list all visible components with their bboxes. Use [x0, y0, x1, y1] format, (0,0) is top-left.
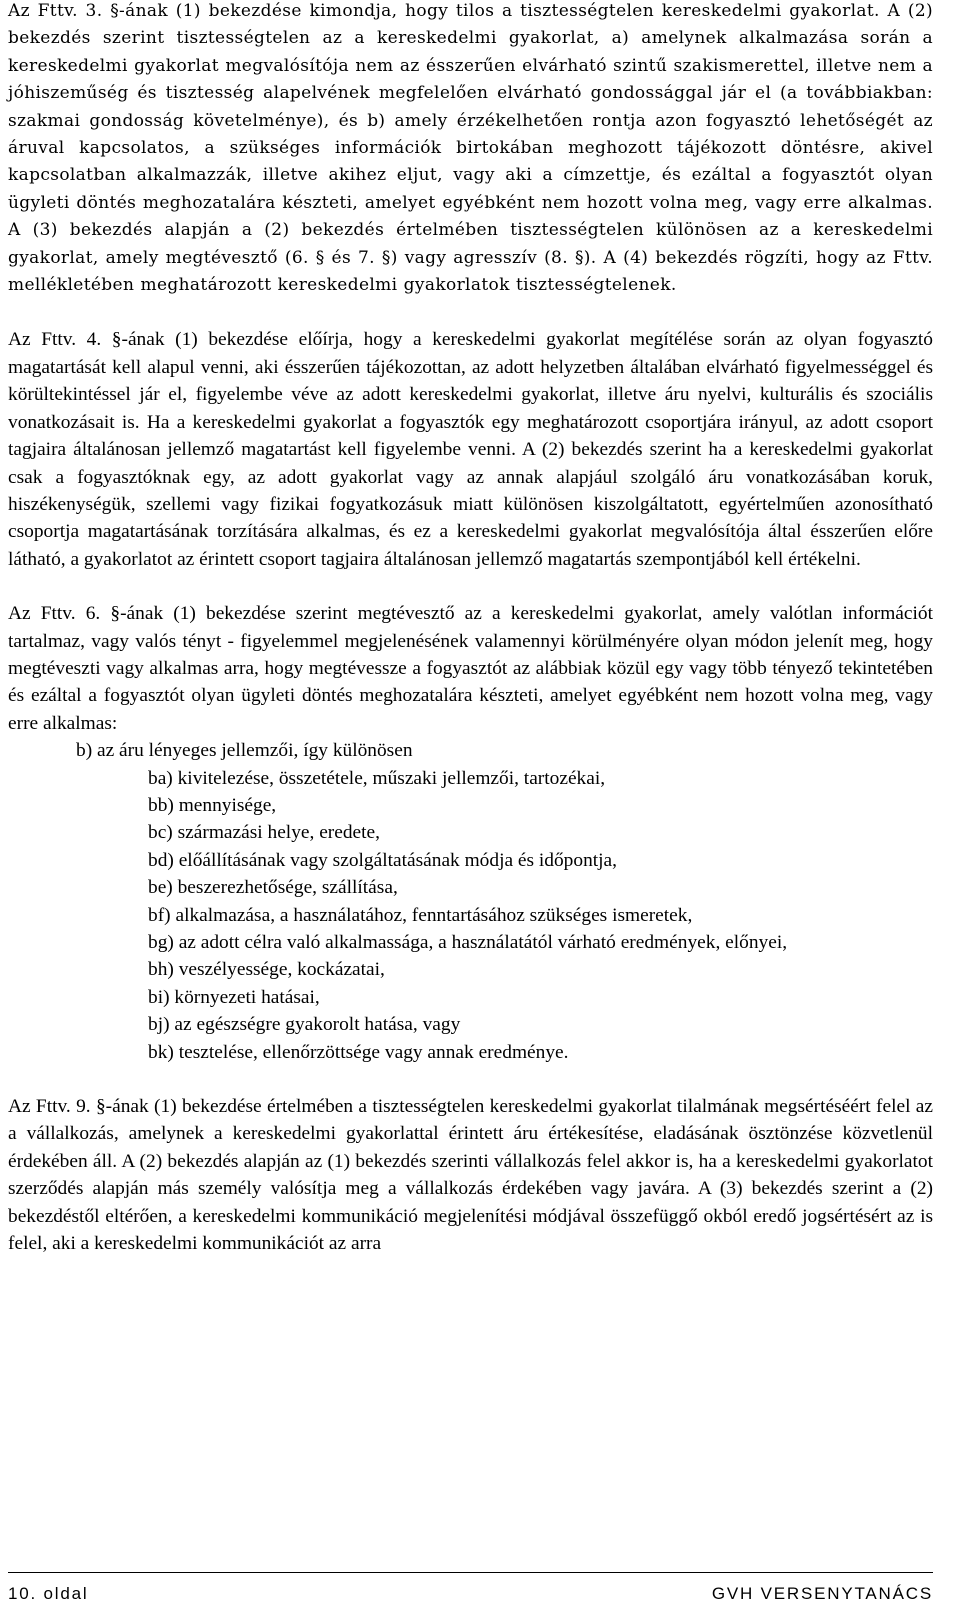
list-item-bb: bb) mennyisége,: [148, 794, 277, 816]
footer-divider: [8, 1572, 933, 1573]
list-item-bh: bh) veszélyessége, kockázatai,: [148, 959, 385, 981]
list-item-ba: ba) kivitelezése, összetétele, műszaki jellemzői, tartozékai,: [148, 767, 606, 789]
page-footer: [8, 1580, 933, 1604]
list-heading: b) az áru lényeges jellemzői, így különösen: [76, 740, 413, 762]
list-item-bj: bj) az egészségre gyakorolt hatása, vagy: [148, 1014, 461, 1036]
organization-name: GVH VERSENYTANÁCS: [711, 1584, 933, 1603]
list-item-be: be) beszerezhetősége, szállítása,: [148, 877, 398, 899]
paragraph-fttv-6: Az Fttv. 6. §-ának (1) bekezdése szerint megtévesztő az a kereskedelmi gyakorlat, amely valótlan információt tartalmaz, vagy valós tényt - figyelemmel megjelenésének valamennyi körülményére olyan módon jelenít meg, hogy megtéveszti vagy alkalmas arra, hogy megtévessze a fogyasztót az alábbiak közül egy vagy több tényező tekintetében és ezáltal a fogyasztót olyan ügyleti döntés meghozatalára készteti, amelyet egyébként nem hozott volna meg, vagy erre alkalmas:: [8, 603, 933, 734]
paragraph-fttv-3: Az Fttv. 3. §-ának (1) bekezdése kimondja, hogy tilos a tisztességtelen kereskedelmi gyakorlat. A (2) bekezdés szerint tisztességtelen az a kereskedelmi gyakorlat, a) amelynek alkalmazása során a kereskedelmi gyakorlat megvalósítója nem az ésszerűen elvárható szintű szakismerettel, illetve nem a jóhiszeműség és tisztesség alapelvének megfelelően elvárható gondossággal jár el (a továbbiakban: szakmai gondosság követelménye), és b) amely érzékelhetően rontja azon fogyasztó lehetőségét az áruval kapcsolatos, a szükséges információk birtokában meghozott tájékozott döntésre, akivel kapcsolatban alkalmazzák, illetve akihez eljut, vagy aki a címzettje, és ezáltal a fogyasztót olyan ügyleti döntés meghozatalára készteti, amelyet egyébként nem hozott volna meg, vagy erre alkalmas. A (3) bekezdés alapján a (2) bekezdés értelmében tisztességtelen különösen az a kereskedelmi gyakorlat, amely megtévesztő (6. § és 7. §) vagy agresszív (8. §). A (4) bekezdés rögzíti, hogy az Fttv. mellékletében meghatározott kereskedelmi gyakorlatok tisztességtelenek.: [8, 1, 933, 296]
list-item-bk: bk) tesztelése, ellenőrzöttsége vagy annak eredménye.: [148, 1041, 569, 1063]
characteristics-list: [8, 737, 933, 1066]
list-item-bg: bg) az adott célra való alkalmassága, a használatától várható eredmények, előnyei,: [148, 932, 788, 953]
list-item-bf: bf) alkalmazása, a használatához, fenntartásához szükséges ismeretek,: [148, 904, 693, 926]
document-body: [8, 0, 933, 1257]
list-item-bd: bd) előállításának vagy szolgáltatásának módja és időpontja,: [148, 849, 618, 871]
list-item-bi: bi) környezeti hatásai,: [148, 986, 320, 1008]
list-item-bc: bc) származási helye, eredete,: [148, 822, 381, 844]
page-number: 10. oldal: [8, 1584, 89, 1603]
paragraph-fttv-9: Az Fttv. 9. §-ának (1) bekezdése értelmében a tisztességtelen kereskedelmi gyakorlat tilalmának megsértéséért felel az a vállalkozás, amelynek a kereskedelmi gyakorlattal érintett áru értékesítése, eladásának ösztönzése közvetlenül érdekében áll. A (2) bekezdés alapján az (1) bekezdés szerinti vállalkozás felel akkor is, ha a kereskedelmi gyakorlatot szerződés alapján más személy valósítja meg a vállalkozás érdekében vagy javára. A (3) bekezdés szerint a (2) bekezdéstől eltérően, a kereskedelmi kommunikáció megjelenítési módjával összefüggő okból eredő jogsértésért az is felel, aki a kereskedelmi kommunikációt az arra: [8, 1096, 933, 1255]
paragraph-fttv-4: Az Fttv. 4. §-ának (1) bekezdése előírja, hogy a kereskedelmi gyakorlat megítélése során az olyan fogyasztó magatartását kell alapul venni, aki ésszerűen tájékozottan, az adott helyzetben általában elvárható figyelmességgel és körültekintéssel jár el, figyelembe véve az adott kereskedelmi gyakorlat, illetve áru nyelvi, kulturális és szociális vonatkozásait is. Ha a kereskedelmi gyakorlat a fogyasztók egy meghatározott csoportjára irányul, az adott csoport tagjaira általánosan jellemző magatartást kell figyelembe venni. A (2) bekezdés szerint ha a kereskedelmi gyakorlat csak a fogyasztóknak egy, az adott gyakorlat vagy az annak alapjául szolgáló áru vonatkozásában koruk, hiszékenységük, szellemi vagy fizikai fogyatkozásuk miatt különösen kiszolgáltatott, egyértelműen azonosítható csoportja magatartásának torzítására alkalmas, és ez a kereskedelmi gyakorlat megvalósítója által ésszerűen előre látható, a gyakorlatot az érintett csoport tagjaira általánosan jellemző magatartás szempontjából kell értékelni.: [8, 329, 933, 570]
